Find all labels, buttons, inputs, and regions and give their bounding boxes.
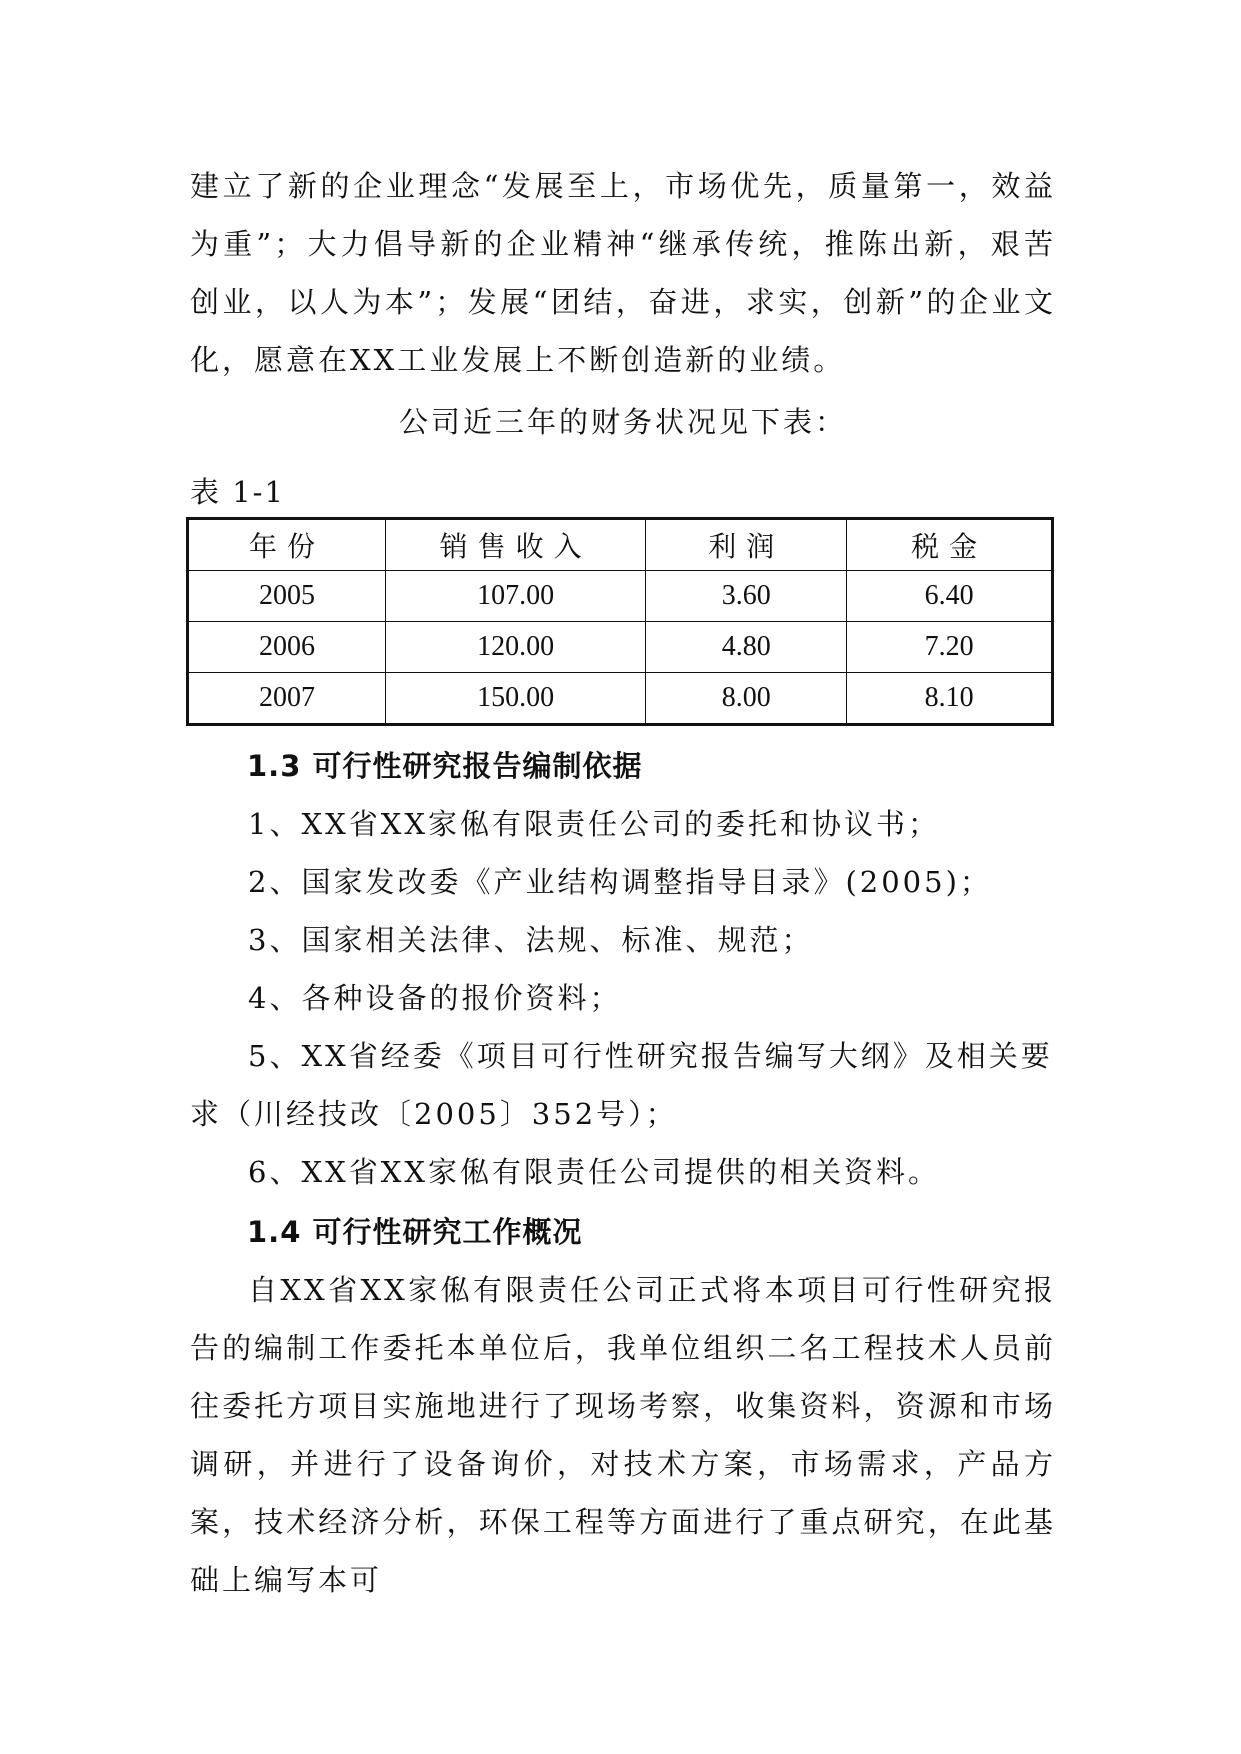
list-item: 6、XX省XX家俬有限责任公司提供的相关资料。 [248, 1155, 941, 1189]
list-item: 2、国家发改委《产业结构调整指导目录》(2005)； [248, 865, 992, 899]
cell-year: 2007 [188, 673, 386, 725]
table-row [188, 673, 1053, 725]
cell-year: 2006 [188, 622, 386, 673]
section-heading-1-3: 1.3 可行性研究报告编制依据 [247, 749, 643, 783]
cell-tax: 7.20 [847, 622, 1053, 673]
header-profit: 利润 [646, 519, 847, 571]
cell-tax: 6.40 [847, 571, 1053, 622]
table-caption: 表 1-1 [190, 475, 285, 509]
cell-year: 2005 [188, 571, 386, 622]
cell-sales-revenue: 107.00 [385, 571, 645, 622]
table-row [188, 571, 1053, 622]
intro-paragraph: 建立了新的企业理念“发展至上，市场优先，质量第一，效益为重”；大力倡导新的企业精神“继承传统，推陈出新，艰苦创业，以人为本”；发展“团结，奋进，求实，创新”的企业文化，愿意在XX工业发展上不断创造新的业绩。 [190, 169, 1056, 377]
list-item: 5、XX省经委《项目可行性研究报告编写大纲》及相关要求（川经技改〔2005〕352号）； [190, 1039, 1053, 1131]
table-intro-text: 公司近三年的财务状况见下表： [398, 405, 847, 439]
cell-tax: 8.10 [847, 673, 1053, 725]
cell-sales-revenue: 120.00 [385, 622, 645, 673]
overview-paragraph: 自XX省XX家俬有限责任公司正式将本项目可行性研究报告的编制工作委托本单位后，我单位组织二名工程技术人员前往委托方项目实施地进行了现场考察，收集资料，资源和市场调研，并进行了设备询价，对技术方案，市场需求，产品方案，技术经济分析，环保工程等方面进行了重点研究，在此基础上编写本可 [190, 1273, 1056, 1597]
header-year: 年份 [188, 519, 386, 571]
financial-table [186, 517, 1054, 726]
table-row [188, 622, 1053, 673]
list-item: 1、XX省XX家俬有限责任公司的委托和协议书； [248, 807, 941, 841]
cell-profit: 8.00 [646, 673, 847, 725]
cell-sales-revenue: 150.00 [385, 673, 645, 725]
section-heading-1-4: 1.4 可行性研究工作概况 [247, 1215, 583, 1249]
list-item: 3、国家相关法律、法规、标准、规范； [248, 923, 814, 957]
basis-list [190, 795, 1056, 1201]
header-sales-revenue: 销售收入 [385, 519, 645, 571]
cell-profit: 3.60 [646, 571, 847, 622]
list-item: 4、各种设备的报价资料； [248, 981, 622, 1015]
cell-profit: 4.80 [646, 622, 847, 673]
header-tax: 税金 [847, 519, 1053, 571]
table-header-row [188, 519, 1053, 571]
